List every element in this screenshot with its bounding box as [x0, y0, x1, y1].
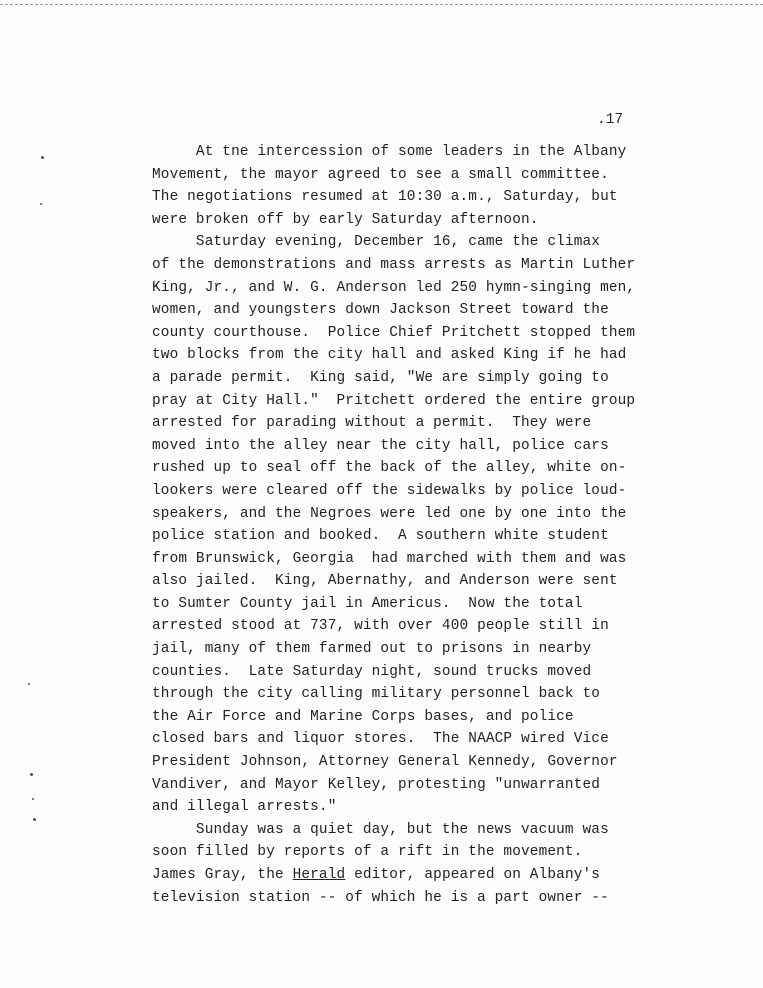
text-line: The negotiations resumed at 10:30 a.m., Saturday, but [152, 189, 618, 206]
text-line: to Sumter County jail in Americus. Now the total [152, 595, 583, 612]
text-line: pray at City Hall." Pritchett ordered the entire group [152, 392, 636, 409]
page-top-dashed-border [0, 4, 763, 5]
newspaper-title-underlined: Herald [292, 867, 346, 883]
margin-speck [40, 203, 42, 205]
text-fragment: James Gray, the [152, 867, 293, 883]
text-line: President Johnson, Attorney General Kennedy, Governor [152, 754, 618, 771]
text-line: county courthouse. Police Chief Pritchett stopped them [152, 324, 636, 341]
text-line: through the city calling military personnel back to [152, 686, 601, 703]
text-line: arrested stood at 737, with over 400 people still in [152, 618, 609, 635]
text-line: two blocks from the city hall and asked King if he had [152, 347, 627, 364]
text-fragment: editor, appeared on Albany's [345, 867, 601, 883]
text-line: Vandiver, and Mayor Kelley, protesting "unwarranted [152, 776, 601, 793]
text-line: counties. Late Saturday night, sound trucks moved [152, 663, 592, 680]
text-line: arrested for parading without a permit. They were [152, 415, 592, 432]
text-line: of the demonstrations and mass arrests as Martin Luther [152, 256, 636, 273]
text-line: Saturday evening, December 16, came the climax [152, 234, 601, 251]
text-line-herald [152, 864, 672, 887]
text-line: soon filled by reports of a rift in the movement. [152, 844, 583, 861]
text-line: police station and booked. A southern white student [152, 528, 609, 545]
text-line: jail, many of them farmed out to prisons in nearby [152, 641, 592, 658]
text-line: and illegal arrests." [152, 799, 337, 816]
margin-speck [30, 773, 33, 776]
text-line: from Brunswick, Georgia had marched with them and was [152, 550, 627, 567]
text-line: speakers, and the Negroes were led one by one into the [152, 505, 627, 522]
text-line: King, Jr., and W. G. Anderson led 250 hymn-singing men, [152, 279, 636, 296]
text-line: lookers were cleared off the sidewalks by police loud- [152, 482, 627, 499]
text-line: rushed up to seal off the back of the alley, white on- [152, 460, 627, 477]
text-line: Movement, the mayor agreed to see a small committee. [152, 166, 609, 183]
text-line: Sunday was a quiet day, but the news vacuum was [152, 821, 609, 838]
text-line: a parade permit. King said, "We are simply going to [152, 369, 609, 386]
text-line: the Air Force and Marine Corps bases, and police [152, 708, 574, 725]
text-line: television station -- of which he is a part owner -- [152, 889, 609, 906]
page-number: .17 [597, 112, 624, 128]
margin-speck [41, 156, 44, 159]
text-line: At tne intercession of some leaders in the Albany [152, 144, 627, 160]
text-line: moved into the alley near the city hall, police cars [152, 437, 609, 454]
margin-speck [32, 798, 34, 800]
typewritten-body [152, 141, 672, 909]
text-line: were broken off by early Saturday afternoon. [152, 211, 539, 228]
margin-speck [28, 683, 30, 685]
text-line: women, and youngsters down Jackson Street toward the [152, 302, 609, 319]
text-line: also jailed. King, Abernathy, and Anderson were sent [152, 573, 618, 590]
text-line: closed bars and liquor stores. The NAACP wired Vice [152, 731, 609, 748]
margin-speck [33, 818, 36, 821]
